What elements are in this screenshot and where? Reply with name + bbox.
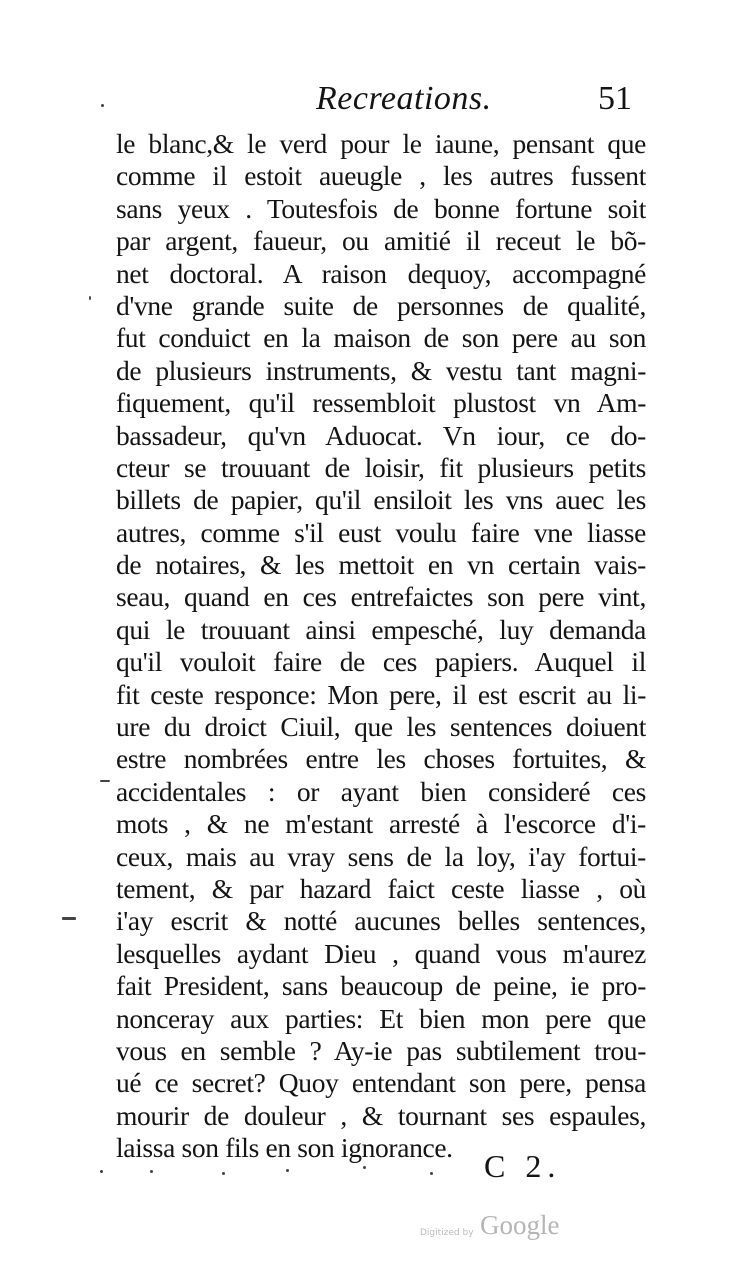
text-line: autres, comme s'il eust voulu faire vne liasse (116, 516, 646, 548)
scan-speck (286, 1169, 289, 1172)
text-line: comme il estoit aueugle , les autres fussent (116, 160, 646, 192)
text-line: cteur se trouuant de loisir, fit plusieurs petits (116, 451, 646, 483)
text-line: ué ce secret? Quoy entendant son pere, pensa (116, 1067, 646, 1099)
text-line: qu'il vouloit faire de ces papiers. Auquel il (116, 646, 646, 678)
text-line: sans yeux . Toutesfois de bonne fortune soit (116, 192, 646, 224)
text-line: i'ay escrit & notté aucunes belles sentences, (116, 905, 646, 937)
scan-speck (100, 780, 110, 782)
text-line: lesquelles aydant Dieu , quand vous m'aurez (116, 937, 646, 969)
text-line: ceux, mais au vray sens de la loy, i'ay fortui- (116, 840, 646, 872)
scan-speck (62, 917, 76, 920)
text-line: de notaires, & les mettoit en vn certain vais- (116, 549, 646, 581)
text-line: nonceray aux parties: Et bien mon pere que (116, 1002, 646, 1034)
digitization-watermark (420, 1210, 580, 1250)
scan-speck (430, 1172, 433, 1175)
page-number: 51 (598, 80, 632, 117)
text-line: fit ceste responce: Mon pere, il est escrit au li- (116, 678, 646, 710)
text-line: de plusieurs instruments, & vestu tant magni- (116, 354, 646, 386)
text-line: vous en semble ? Ay-ie pas subtilement trou- (116, 1034, 646, 1066)
text-line: estre nombrées entre les choses fortuites, & (116, 743, 646, 775)
text-line: fut conduict en la maison de son pere au son (116, 322, 646, 354)
body-text (116, 128, 646, 1165)
scan-speck (222, 1172, 225, 1175)
text-line: seau, quand en ces entrefaictes son pere vint, (116, 581, 646, 613)
text-line: d'vne grande suite de personnes de qualité, (116, 289, 646, 321)
scan-speck (363, 1166, 366, 1169)
text-line: le blanc,& le verd pour le iaune, pensant que (116, 128, 646, 159)
scan-speck (100, 1170, 103, 1173)
text-line: fiquement, qu'il ressembloit plustost vn Am- (116, 387, 646, 419)
text-line: bassadeur, qu'vn Aduocat. Vn iour, ce do- (116, 419, 646, 451)
watermark-logo: Google (480, 1210, 560, 1240)
text-line: accidentales : or ayant bien consideré ces (116, 775, 646, 807)
text-line: fait President, sans beaucoup de peine, ie pro- (116, 970, 646, 1002)
watermark-prefix: Digitized by (420, 1228, 474, 1238)
text-line: tement, & par hazard faict ceste liasse , où (116, 872, 646, 904)
scan-speck (89, 296, 91, 300)
signature-mark: C 2. (484, 1148, 562, 1184)
scan-speck (101, 104, 104, 107)
page-header (0, 80, 733, 124)
text-line: ure du droict Ciuil, que les sentences doiuent (116, 711, 646, 743)
text-line: qui le trouuant ainsi empesché, luy demanda (116, 613, 646, 645)
text-line: par argent, faueur, ou amitié il receut le bõ- (116, 225, 646, 257)
text-line: mots , & ne m'estant arresté à l'escorce d'i- (116, 808, 646, 840)
text-line: laissa son fils en son ignorance. (116, 1132, 453, 1164)
text-line: net doctoral. A raison dequoy, accompagné (116, 257, 646, 289)
text-line: mourir de douleur , & tournant ses espaules, (116, 1099, 646, 1131)
running-head: Recreations. (316, 80, 492, 117)
text-line: billets de papier, qu'il ensiloit les vns auec les (116, 484, 646, 516)
scan-speck (150, 1170, 153, 1173)
